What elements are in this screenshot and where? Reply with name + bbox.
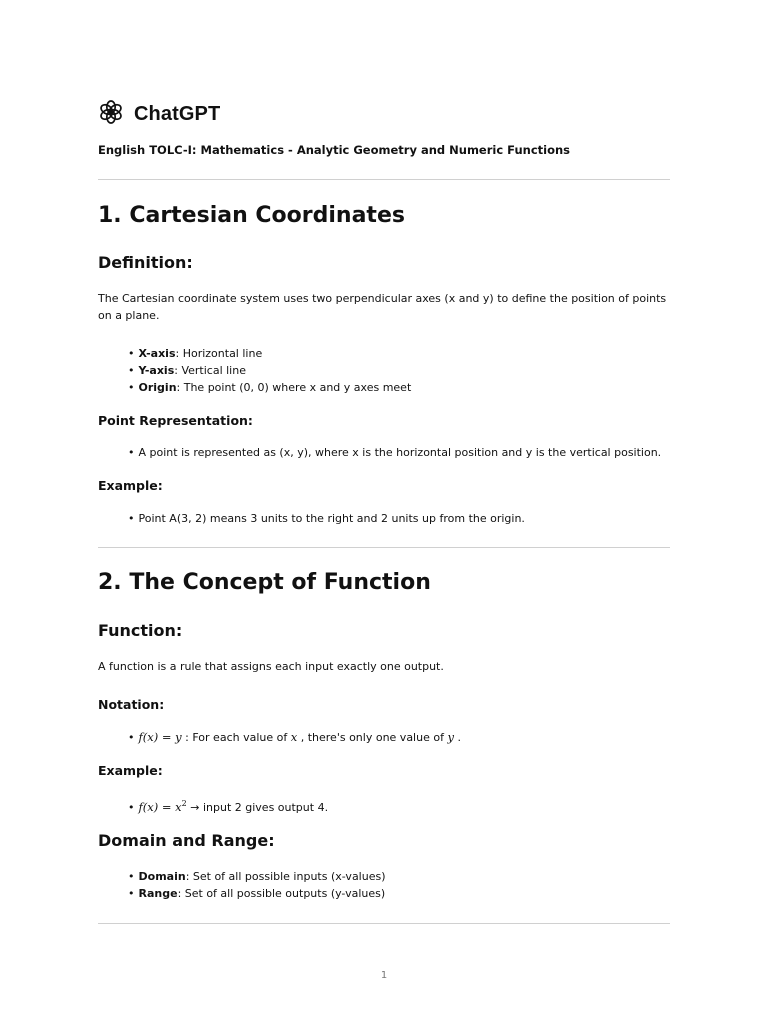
function-text: A function is a rule that assigns each input exactly one output.	[98, 660, 444, 673]
brand-name: ChatGPT	[134, 102, 221, 125]
math-expression: y	[447, 730, 454, 744]
document-title: English TOLC-I: Mathematics - Analytic Geometry and Numeric Functions	[98, 143, 571, 157]
math-expression: x	[290, 730, 298, 744]
divider	[98, 547, 670, 548]
function-example-list	[128, 795, 668, 816]
list-item: • A point is represented as (x, y), where x is the horizontal position and y is the vertical position.	[128, 446, 662, 459]
divider	[98, 179, 670, 180]
list-item: • X-axis: Horizontal line	[128, 347, 263, 360]
point-representation-list	[128, 444, 668, 461]
list-item: • Domain: Set of all possible inputs (x-values)	[128, 870, 386, 883]
page-number: 1	[380, 970, 388, 981]
notation-list	[128, 729, 668, 746]
math-expression: f(x) = y	[138, 730, 182, 744]
example-heading-function: Example:	[98, 763, 163, 778]
domain-range-list	[128, 868, 668, 902]
list-item: • f(x) = y : For each value of x , there's only one value of y .	[128, 730, 461, 744]
example-heading: Example:	[98, 478, 163, 493]
function-heading: Function:	[98, 621, 183, 640]
point-representation-heading: Point Representation:	[98, 413, 253, 428]
list-item: • Y-axis: Vertical line	[128, 364, 246, 377]
brand-header	[98, 100, 220, 128]
definition-text: The Cartesian coordinate system uses two perpendicular axes (x and y) to define the position of points on a plane.	[98, 292, 667, 322]
list-item: • Point A(3, 2) means 3 units to the right and 2 units up from the origin.	[128, 512, 525, 525]
section-heading-function: 2. The Concept of Function	[98, 570, 431, 595]
domain-range-heading: Domain and Range:	[98, 831, 275, 850]
axes-list	[128, 345, 668, 396]
notation-heading: Notation:	[98, 697, 165, 712]
section-heading-cartesian: 1. Cartesian Coordinates	[98, 203, 405, 228]
divider	[98, 923, 670, 924]
example-list	[128, 510, 668, 527]
math-expression: $f(x) = x^2$	[138, 799, 187, 814]
definition-heading: Definition:	[98, 253, 193, 272]
list-item: • Origin: The point (0, 0) where x and y axes meet	[128, 381, 412, 394]
list-item: • $f(x) = x^2$ → input 2 gives output 4.	[128, 799, 329, 814]
list-item: • Range: Set of all possible outputs (y-values)	[128, 887, 386, 900]
chatgpt-logo-icon	[98, 99, 124, 129]
